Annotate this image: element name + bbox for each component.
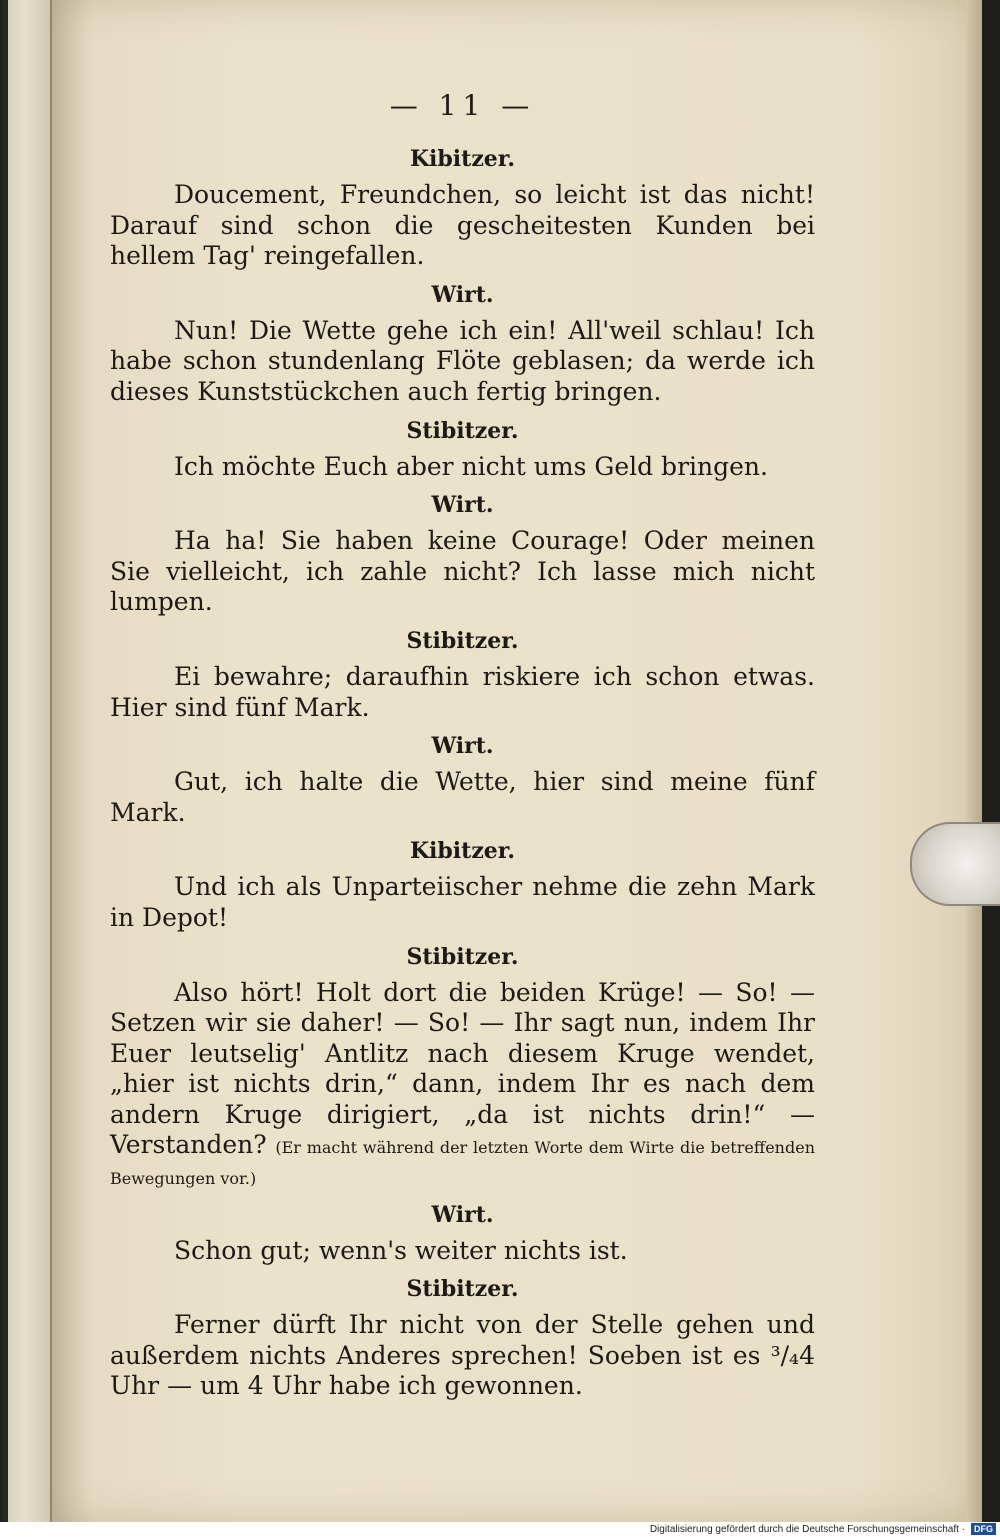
- speaker-name: Stibitzer.: [406, 627, 519, 654]
- speech-text-content: Also hört! Holt dort die beiden Krüge! — So! — Setzen wir sie daher! — So! — Ihr sagt nun, indem Ihr Euer leutselig' Antlitz nach diesem Kruge wendet, „hier ist nichts drin,“ dann, indem Ihr es nach dem andern Kruge dirigiert, „da ist nichts drin!“ — Verstanden?: [110, 977, 815, 1160]
- footer-text: Digitalisierung gefördert durch die Deutsche Forschungsgemeinschaft ·: [649, 1524, 965, 1535]
- speech-text: Ferner dürft Ihr nicht von der Stelle gehen und außerdem nichts Anderes sprechen! Soeben ist es ³/₄4 Uhr — um 4 Uhr habe ich gewonnen.: [110, 1310, 815, 1401]
- speaker-name: Stibitzer.: [406, 417, 519, 444]
- speech-text: Gut, ich halte die Wette, hier sind meine fünf Mark.: [110, 767, 815, 827]
- speech-text: Nun! Die Wette gehe ich ein! All'weil schlau! Ich habe schon stundenlang Flöte geblasen; da werde ich dieses Kunststückchen auch fertig bringen.: [110, 315, 815, 406]
- speaker-name: Stibitzer.: [406, 1276, 519, 1303]
- speaker-name: Wirt.: [431, 1201, 494, 1228]
- speaker-name: Stibitzer.: [406, 943, 519, 970]
- speech-text: Ich möchte Euch aber nicht ums Geld bringen.: [174, 451, 768, 481]
- page-number: — 11 —: [389, 89, 536, 122]
- page-edge: [966, 0, 982, 1522]
- speaker-name: Wirt.: [431, 492, 494, 519]
- speech-text: Ei bewahre; daraufhin riskiere ich schon etwas. Hier sind fünf Mark.: [110, 661, 815, 722]
- speaker-name: Wirt.: [431, 733, 494, 760]
- speaker-name: Kibitzer.: [409, 146, 516, 172]
- digitization-footer: [0, 1522, 1000, 1538]
- page-text: [110, 86, 815, 1408]
- speech-text: Und ich als Unparteiischer nehme die zehn Mark in Depot!: [110, 872, 815, 932]
- speaker-name: Kibitzer.: [409, 838, 516, 865]
- speech-text: Ha ha! Sie haben keine Courage! Oder meinen Sie vielleicht, ich zahle nicht? Ich lasse mich nicht lumpen.: [110, 526, 815, 617]
- stage-direction: (Er macht während der letzten Worte dem Wirte die betreffenden Bewegungen vor.): [110, 1138, 815, 1189]
- speech-text: [110, 978, 815, 1192]
- speaker-name: Wirt.: [431, 281, 494, 308]
- book-cover-edge: [8, 0, 52, 1522]
- page-marker-tab: [910, 822, 1000, 906]
- speech-text: Doucement, Freundchen, so leicht ist das nicht! Darauf sind schon die gescheitesten Kunden bei hellem Tag' reingefallen.: [110, 180, 815, 271]
- speech-text: Schon gut; wenn's weiter nichts ist.: [174, 1235, 628, 1265]
- dfg-logo: DFG: [971, 1523, 996, 1535]
